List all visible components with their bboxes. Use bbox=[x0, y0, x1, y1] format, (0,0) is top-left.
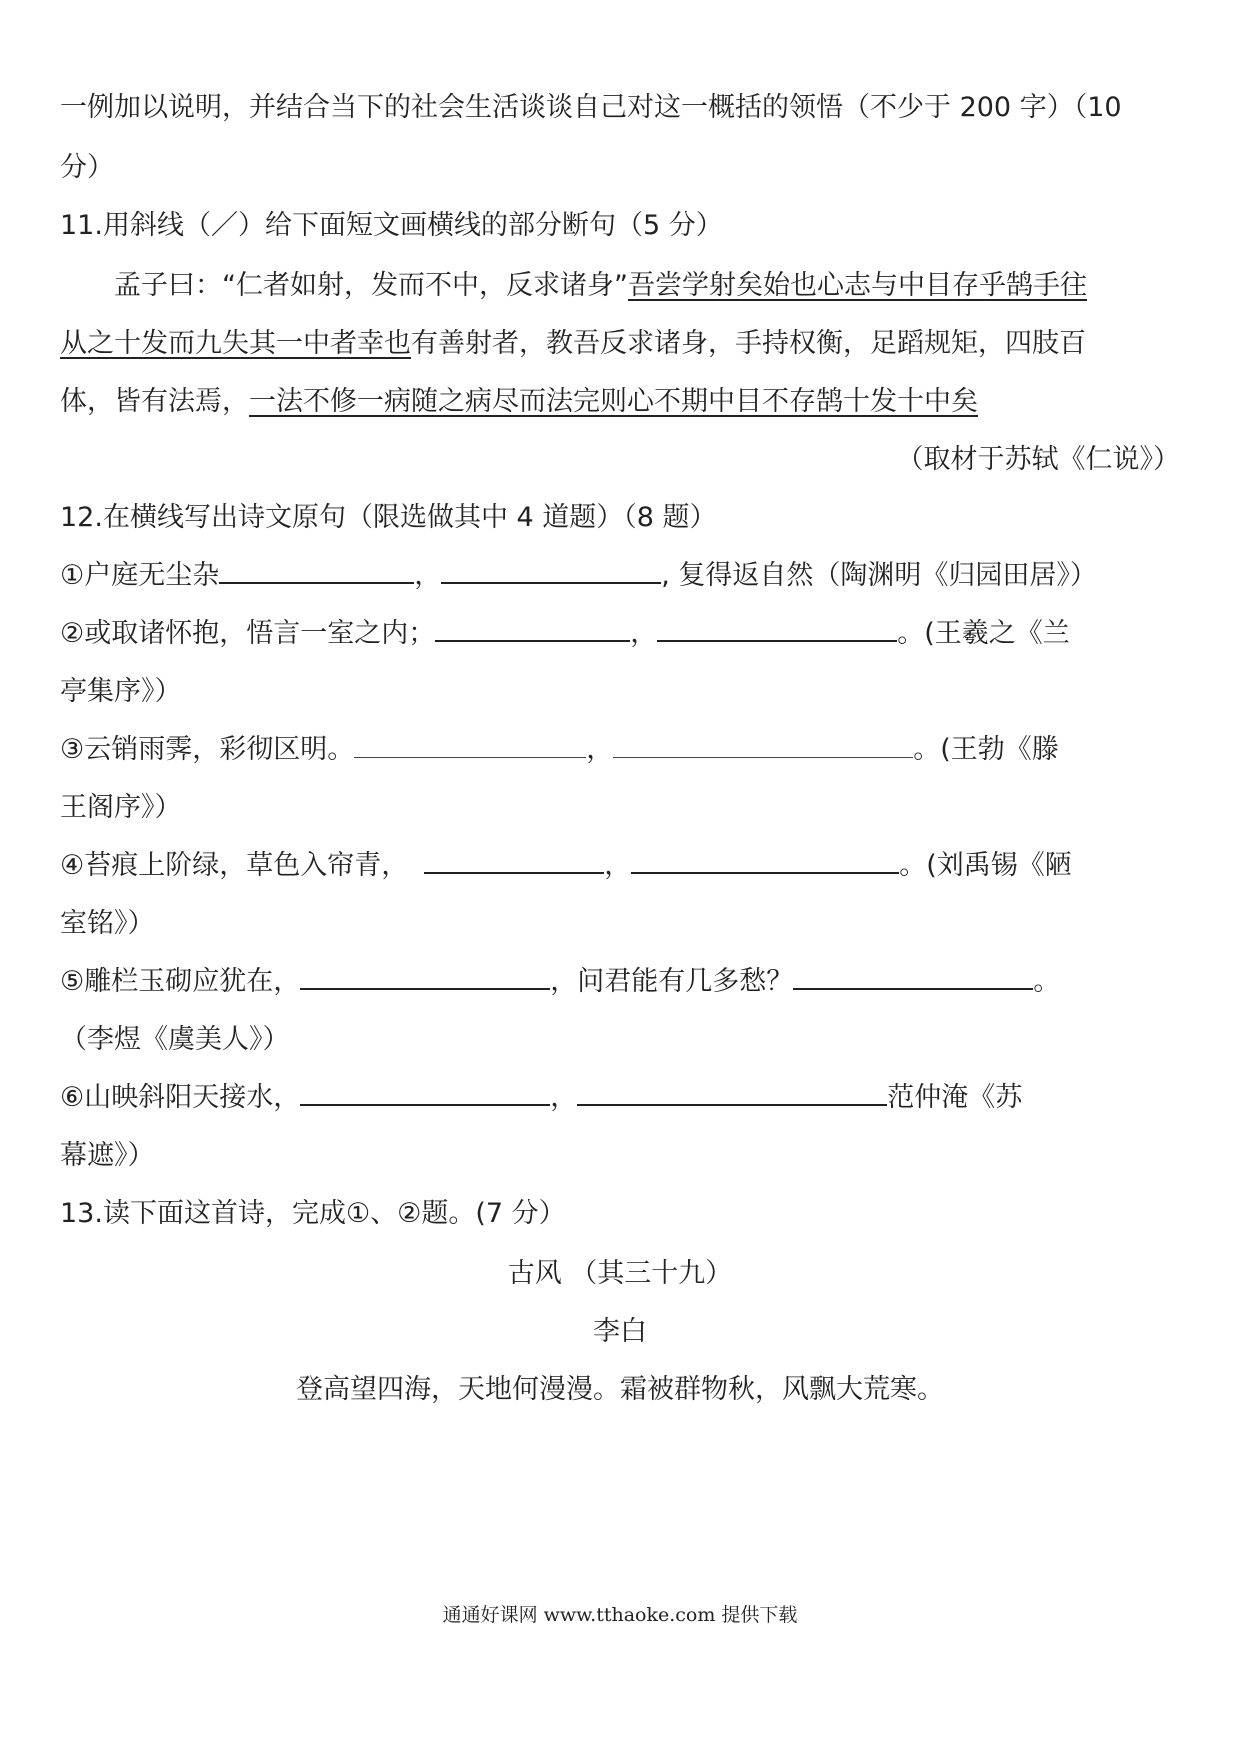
q11-passage-line-1 bbox=[60, 266, 1180, 306]
answer-blank[interactable] bbox=[613, 731, 913, 758]
q12-item-3 bbox=[60, 730, 1180, 770]
answer-blank[interactable] bbox=[435, 614, 630, 642]
q12-item-2-prompt: ②或取诸怀抱，悟言一室之内； bbox=[60, 618, 436, 649]
comma: ， bbox=[630, 618, 658, 649]
answer-blank[interactable] bbox=[300, 962, 550, 990]
poem-author: 李白 bbox=[593, 1316, 647, 1347]
answer-blank[interactable] bbox=[441, 556, 661, 584]
q13-title: 13.读下面这首诗，完成①、②题。(7 分） bbox=[60, 1198, 566, 1229]
comma: ， bbox=[604, 850, 632, 881]
q12-item-1-prompt: ①户庭无尘杂 bbox=[60, 560, 220, 591]
q11-underlined-segment-2: 从之十发而九失其一中者幸也 bbox=[60, 328, 411, 359]
q12-item-5-prompt: ⑤雕栏玉砌应犹在， bbox=[60, 966, 301, 997]
q11-passage-plain-2: 有善射者，教吾反求诸身，手持权衡，足蹈规矩，四肢百 bbox=[411, 328, 1086, 359]
comma: ， bbox=[586, 734, 614, 765]
answer-blank[interactable] bbox=[793, 962, 1033, 990]
q12-title: 12.在横线写出诗文原句（限选做其中 4 道题）（8 题） bbox=[60, 502, 717, 533]
q12-item-3-tail: 。(王勃《滕 bbox=[913, 734, 1059, 765]
q12-item-6-prompt: ⑥山映斜阳天接水， bbox=[60, 1082, 301, 1113]
q11-passage-line-3 bbox=[60, 382, 1180, 422]
q11-underlined-segment-1: 吾尝学射矣始也心志与中目存乎鹄手往 bbox=[627, 270, 1087, 301]
q12-item-5 bbox=[60, 962, 1180, 1002]
answer-blank[interactable] bbox=[219, 556, 414, 584]
answer-blank[interactable] bbox=[300, 1078, 550, 1106]
q12-item-6-tail: 范仲淹《苏 bbox=[887, 1082, 1023, 1113]
q10-line-1: 一例加以说明，并结合当下的社会生活谈谈自己对这一概括的领悟（不少于 200 字）（10 bbox=[60, 92, 1122, 123]
q12-item-5-continuation: （李煜《虞美人》） bbox=[60, 1024, 290, 1055]
q12-item-4 bbox=[60, 846, 1180, 886]
q12-item-6 bbox=[60, 1078, 1180, 1118]
poem-line-1: 登高望四海，天地何漫漫。霜被群物秋，风飘大荒寒。 bbox=[296, 1374, 944, 1405]
q12-item-1-tail: , 复得返自然（陶渊明《归园田居》） bbox=[661, 560, 1097, 591]
q10-line-2: 分） bbox=[60, 152, 114, 183]
poem-title: 古风 （其三十九） bbox=[507, 1258, 733, 1289]
q12-item-3-continuation: 王阁序》） bbox=[60, 792, 182, 823]
q12-item-5-middle: ，问君能有几多愁？ bbox=[550, 966, 794, 997]
page-footer: 通通好课网 www.tthaoke.com 提供下载 bbox=[442, 1604, 798, 1626]
q12-item-4-continuation: 室铭》） bbox=[60, 908, 155, 939]
q12-item-2 bbox=[60, 614, 1180, 654]
answer-blank[interactable] bbox=[424, 846, 604, 874]
q12-item-4-tail: 。(刘禹锡《陋 bbox=[899, 850, 1072, 881]
q12-item-3-prompt: ③云销雨霁，彩彻区明。 bbox=[60, 734, 355, 765]
q12-item-2-tail: 。(王羲之《兰 bbox=[897, 618, 1070, 649]
answer-blank[interactable] bbox=[657, 614, 897, 642]
q12-item-5-tail: 。 bbox=[1033, 966, 1061, 997]
comma: ， bbox=[550, 1082, 578, 1113]
answer-blank[interactable] bbox=[631, 846, 899, 874]
q11-source: （取材于苏轼《仁说》） bbox=[896, 444, 1180, 475]
q12-item-6-continuation: 幕遮》） bbox=[60, 1140, 155, 1171]
q11-passage-plain-1: 孟子曰：“仁者如射，发而不中，反求诸身” bbox=[114, 270, 628, 301]
answer-blank[interactable] bbox=[354, 731, 586, 758]
q11-passage-plain-3: 体，皆有法焉， bbox=[60, 386, 249, 417]
comma: ， bbox=[414, 560, 442, 591]
q12-item-4-prompt: ④苔痕上阶绿，草色入帘青， bbox=[60, 850, 409, 881]
q11-title: 11.用斜线（／）给下面短文画横线的部分断句（5 分） bbox=[60, 210, 723, 241]
q12-item-2-continuation: 亭集序》） bbox=[60, 676, 182, 707]
q12-item-1 bbox=[60, 556, 1180, 596]
answer-blank[interactable] bbox=[577, 1078, 887, 1106]
q11-underlined-segment-3: 一法不修一病随之病尽而法完则心不期中目不存鹄十发十中矣 bbox=[249, 386, 978, 417]
q11-passage-line-2 bbox=[60, 324, 1180, 364]
